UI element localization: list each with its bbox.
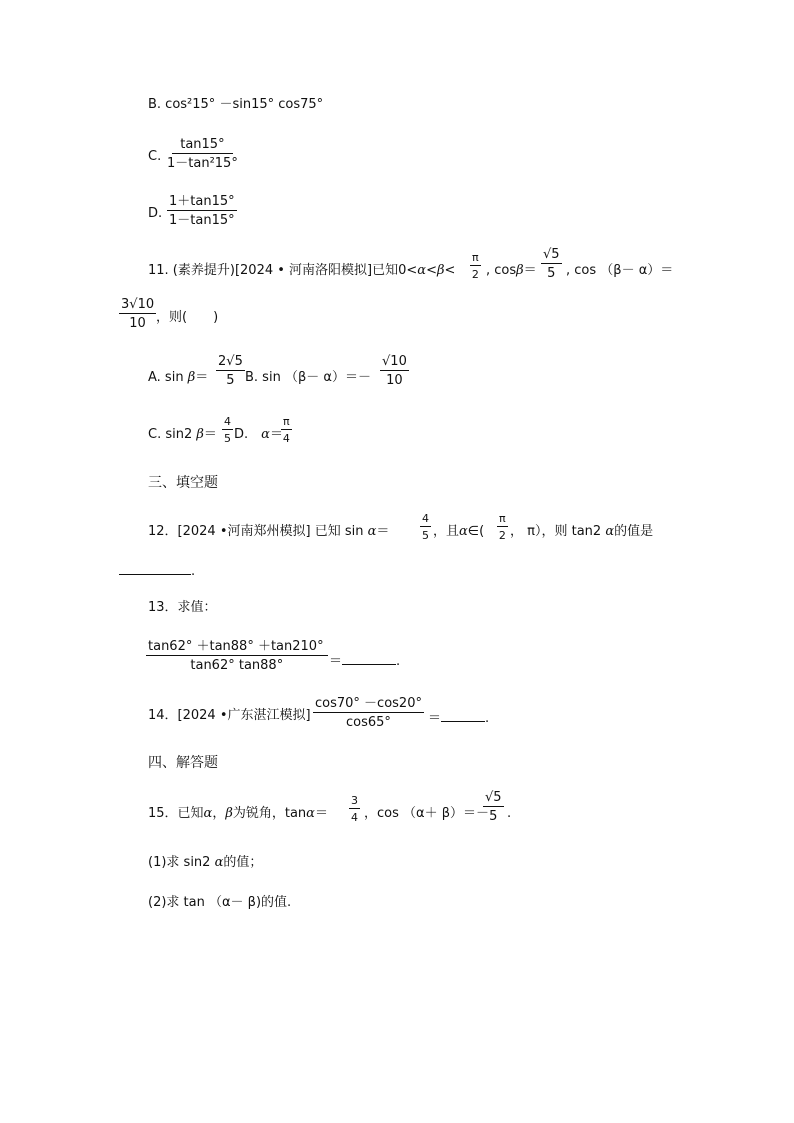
q11-a-fraction xyxy=(216,355,245,387)
q11-beta-2: β xyxy=(516,263,524,278)
q15-part-2: (2)求 tan （α－ β)的值. xyxy=(148,895,292,910)
q11-b-fraction xyxy=(380,355,409,387)
q11-sqrt5-over-5 xyxy=(541,248,562,280)
q11-pi: π xyxy=(472,251,479,264)
q14-answer-blank[interactable] xyxy=(441,709,485,722)
q12-pi-over-2 xyxy=(497,513,508,541)
q12-denominator: 5 xyxy=(422,529,429,542)
q14-numerator: cos70° －cos20° xyxy=(315,696,422,711)
q13-answer[interactable] xyxy=(329,652,400,668)
q11-c-denominator: 5 xyxy=(224,432,231,445)
q11-b-radicand: 10 xyxy=(390,354,407,369)
section-fill-in-heading: 三、填空题 xyxy=(148,475,218,491)
q14-denominator: cos65° xyxy=(346,715,391,730)
q11-b-denominator: 10 xyxy=(386,373,403,388)
q11-prefix: 11. (素养提升)[2024 • 河南洛阳模拟]已知0< xyxy=(148,263,418,278)
q12-answer-blank[interactable] xyxy=(119,562,191,575)
section-answer-heading: 四、解答题 xyxy=(148,755,218,771)
q15-sqrt5: √5 xyxy=(485,790,502,805)
q11-stem xyxy=(148,264,455,277)
q11-cos-label: , cos xyxy=(486,263,517,278)
q15-equals: ＝ xyxy=(314,806,328,821)
q13-equals: ＝ xyxy=(329,654,343,669)
q12-interval xyxy=(433,525,484,538)
q13-answer-blank[interactable] xyxy=(342,652,396,665)
q12-prefix: 12．[2024 •河南郑州模拟] 已知 sin xyxy=(148,524,364,539)
q11-tail: ，则( ) xyxy=(156,310,219,325)
q11-c-equals: ＝ xyxy=(203,427,217,442)
q14-answer[interactable] xyxy=(428,709,489,725)
q13-numerator: tan62° ＋tan88° ＋tan210° xyxy=(146,640,328,656)
q15-period: . xyxy=(507,806,512,821)
q12-tail xyxy=(510,525,653,538)
q14-equals: ＝ xyxy=(428,711,442,726)
q12-alpha: α xyxy=(367,524,377,539)
q11-d-numerator: π xyxy=(283,415,290,428)
q11-pi-over-2 xyxy=(470,252,481,280)
q11-alpha: α xyxy=(417,263,427,278)
q11-cos-beta xyxy=(486,264,537,277)
q12-element-of: ∈( xyxy=(467,524,485,539)
q11-option-a xyxy=(148,371,208,384)
q11-option-b: B. sin （β－ α）＝－ xyxy=(245,370,371,385)
q15-part-1-alpha: α xyxy=(214,855,224,870)
q11-d-label: D. xyxy=(234,427,249,442)
q11-3sqrt10-over-10 xyxy=(119,298,156,330)
q12-alpha-3: α xyxy=(605,524,615,539)
q11-c-fraction xyxy=(222,416,233,444)
q12-tail-1: ， π），则 tan2 xyxy=(510,524,602,539)
q10-d-numerator: 1＋tan15° xyxy=(169,194,235,209)
q11-less-than: < xyxy=(426,263,437,278)
q13-fraction xyxy=(146,640,328,672)
q11-option-d xyxy=(234,428,283,441)
q11-two: 2 xyxy=(471,268,479,281)
q10-c-numerator: tan15° xyxy=(172,138,232,154)
q11-cos-diff: , cos （β－ α）＝ xyxy=(566,263,674,278)
q11-d-alpha: α xyxy=(261,427,270,442)
q11-a-two: 2 xyxy=(218,354,227,369)
q10-d-denominator: 1－tan15° xyxy=(169,213,235,228)
q12-tail-2: 的值是 xyxy=(614,524,654,539)
q11-option-c xyxy=(148,428,217,441)
q12-period: . xyxy=(191,564,196,579)
q11-d-denominator: 4 xyxy=(282,432,290,445)
q12-two: 2 xyxy=(498,529,506,542)
q15-comma: ， xyxy=(212,806,226,821)
q12-equals: ＝ xyxy=(376,524,390,539)
q11-a-equals: ＝ xyxy=(195,370,209,385)
q12-stem xyxy=(148,525,389,538)
q11-less-than-2: < xyxy=(444,263,456,278)
q11-d-equals: ＝ xyxy=(269,427,283,442)
q12-alpha-2: α xyxy=(459,524,468,539)
q15-part-1 xyxy=(148,856,262,869)
q15-stem xyxy=(148,807,328,820)
q15-sqrt5-over-5 xyxy=(483,791,504,823)
q11-sqrt5: √5 xyxy=(543,247,560,262)
q15-prefix: 15．已知 xyxy=(148,806,204,821)
q15-part-1-text: (1)求 sin2 xyxy=(148,855,211,870)
q15-numerator: 3 xyxy=(351,794,358,807)
q15-three-fourths xyxy=(349,795,360,823)
q11-ten: 10 xyxy=(129,316,146,331)
q15-part-1-end: 的值； xyxy=(223,855,263,870)
q15-radicand: 5 xyxy=(493,790,502,805)
q10-c-denominator: 1－tan²15° xyxy=(167,156,238,171)
q11-sqrt10-radicand: 10 xyxy=(137,297,155,312)
q15-denominator: 4 xyxy=(351,811,358,824)
q10-option-d-fraction xyxy=(167,195,237,227)
q10-option-d-label: D. xyxy=(148,206,163,221)
q11-sqrt5-radicand: 5 xyxy=(551,247,560,262)
q14-prefix: 14．[2024 •广东湛江模拟] xyxy=(148,708,311,723)
q11-c-label: C. sin2 xyxy=(148,427,193,442)
q11-a-label: A. sin xyxy=(148,370,184,385)
q11-five: 5 xyxy=(547,266,556,281)
q11-three: 3 xyxy=(121,297,130,312)
q10-option-c-fraction xyxy=(167,138,238,170)
q12-four-fifths xyxy=(420,513,431,541)
q10-option-c-label: C. xyxy=(148,149,162,164)
q11-beta: β xyxy=(436,263,445,278)
q11-c-numerator: 4 xyxy=(224,415,231,428)
q11-c-beta: β xyxy=(196,427,204,442)
q12-numerator: 4 xyxy=(422,512,429,525)
q12-pi: π xyxy=(499,512,506,525)
q13-denominator: tan62° tan88° xyxy=(190,658,284,673)
q15-denominator-2: 5 xyxy=(489,809,498,824)
q15-beta: β xyxy=(225,806,233,821)
q15-alpha-2: α xyxy=(306,806,315,821)
q15-acute-tan: 为锐角，tan xyxy=(232,806,307,821)
q11-a-denominator: 5 xyxy=(226,373,235,388)
q11-b-numerator: √10 xyxy=(382,354,407,369)
q13-period: . xyxy=(396,654,401,669)
q11-equals: ＝ xyxy=(523,263,537,278)
q15-alpha: α xyxy=(203,806,213,821)
q10-option-b: B. cos²15° －sin15° cos75° xyxy=(148,97,324,112)
q12-answer-line[interactable] xyxy=(119,562,195,578)
q14-period: . xyxy=(485,711,490,726)
q11-3sqrt10: 3√10 xyxy=(121,297,155,312)
q11-d-fraction xyxy=(281,416,292,444)
q11-a-numerator: 2√5 xyxy=(218,354,243,369)
q15-cos-sum: ，cos （α＋ β）＝－ xyxy=(364,806,490,821)
q11-a-beta: β xyxy=(187,370,196,385)
q11-a-radicand: 5 xyxy=(234,354,243,369)
q12-and: ，且 xyxy=(433,524,460,539)
q13-title: 13．求值： xyxy=(148,600,217,615)
q14-fraction xyxy=(313,697,424,729)
